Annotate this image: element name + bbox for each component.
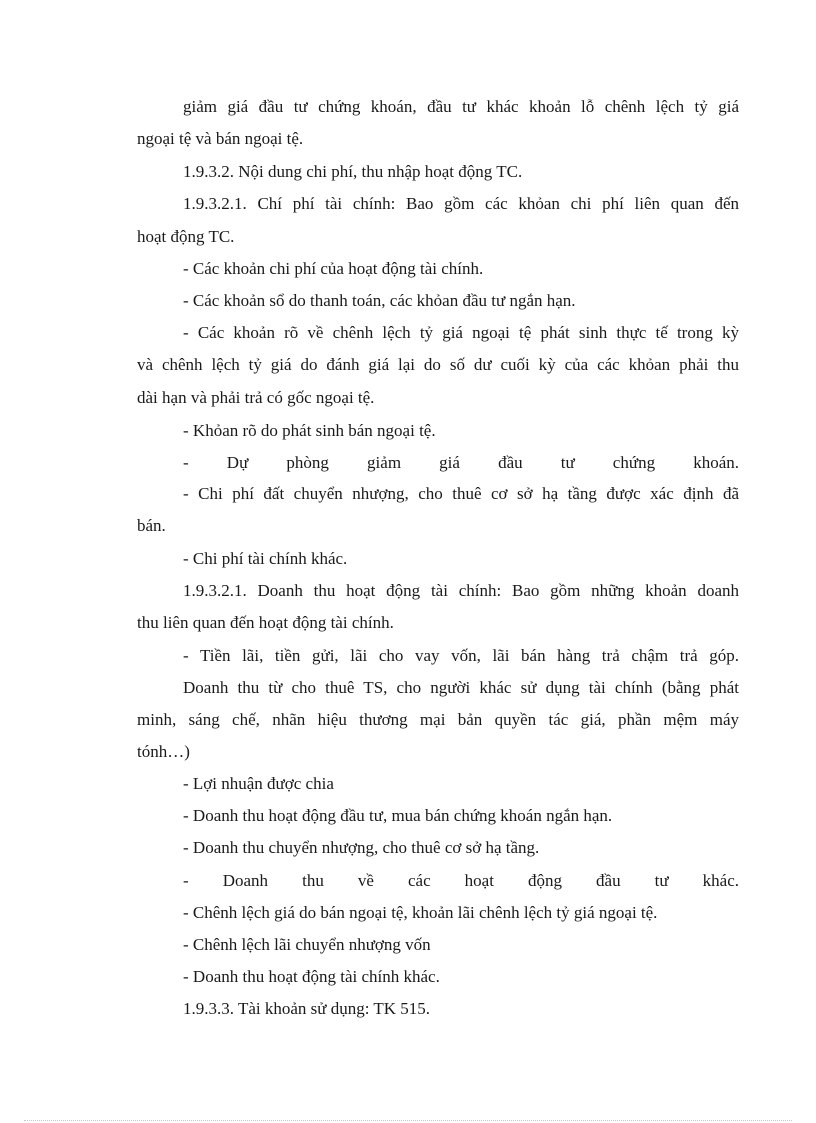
list-item: - Lợi nhuận được chia <box>183 774 334 793</box>
text-line: dài hạn và phải trả có gốc ngoại tệ. <box>137 388 375 407</box>
text-line: hoạt động TC. <box>137 227 235 246</box>
text-line: thu liên quan đến hoạt động tài chính. <box>137 613 394 632</box>
list-item: - Chi phí đất chuyển nhượng, cho thuê cơ sở hạ tầng được xác định đã <box>183 484 739 503</box>
text-line: bán. <box>137 516 166 535</box>
list-item: - Dự phòng giảm giá đầu tư chứng khoán. <box>183 453 739 472</box>
list-item: - Chi phí tài chính khác. <box>183 549 348 568</box>
section-heading: 1.9.3.2. Nội dung chi phí, thu nhập hoạt động TC. <box>183 162 523 181</box>
text-line: giảm giá đầu tư chứng khoán, đầu tư khác khoản lỗ chênh lệch tỷ giá <box>183 97 739 116</box>
text-line: Doanh thu từ cho thuê TS, cho người khác sử dụng tài chính (bằng phát <box>183 678 739 697</box>
subsection-heading: 1.9.3.2.1. Chí phí tài chính: Bao gồm các khỏan chi phí liên quan đến <box>183 194 739 213</box>
list-item: - Doanh thu hoạt động đầu tư, mua bán chứng khoán ngắn hạn. <box>183 806 613 825</box>
list-item: - Các khoản sổ do thanh toán, các khỏan đầu tư ngắn hạn. <box>183 291 576 310</box>
list-item: - Chênh lệch giá do bán ngoại tệ, khoản lãi chênh lệch tỷ giá ngoại tệ. <box>183 903 658 922</box>
list-item: - Tiền lãi, tiền gửi, lãi cho vay vốn, lãi bán hàng trả chậm trả góp. <box>183 646 739 665</box>
text-line: và chênh lệch tỷ giá do đánh giá lại do số dư cuối kỳ của các khỏan phải thu <box>137 355 739 374</box>
list-item: - Khỏan rõ do phát sinh bán ngoại tệ. <box>183 421 436 440</box>
list-item: - Doanh thu về các hoạt động đầu tư khác. <box>183 871 739 890</box>
list-item: - Các khoản rõ về chênh lệch tỷ giá ngoại tệ phát sinh thực tế trong kỳ <box>183 323 739 342</box>
text-line: tónh…) <box>137 742 190 761</box>
section-heading: 1.9.3.3. Tài khoản sử dụng: TK 515. <box>183 999 431 1018</box>
list-item: - Chênh lệch lãi chuyển nhượng vốn <box>183 935 431 954</box>
list-item: - Các khoản chi phí của hoạt động tài chính. <box>183 259 484 278</box>
list-item: - Doanh thu hoạt động tài chính khác. <box>183 967 440 986</box>
page-bottom-divider <box>24 1120 792 1121</box>
text-line: minh, sáng chế, nhãn hiệu thương mại bản quyền tác giá, phần mệm máy <box>137 710 739 729</box>
list-item: - Doanh thu chuyển nhượng, cho thuê cơ sở hạ tầng. <box>183 838 540 857</box>
subsection-heading: 1.9.3.2.1. Doanh thu hoạt động tài chính: Bao gồm những khoản doanh <box>183 581 739 600</box>
text-line: ngoại tệ và bán ngoại tệ. <box>137 129 304 148</box>
